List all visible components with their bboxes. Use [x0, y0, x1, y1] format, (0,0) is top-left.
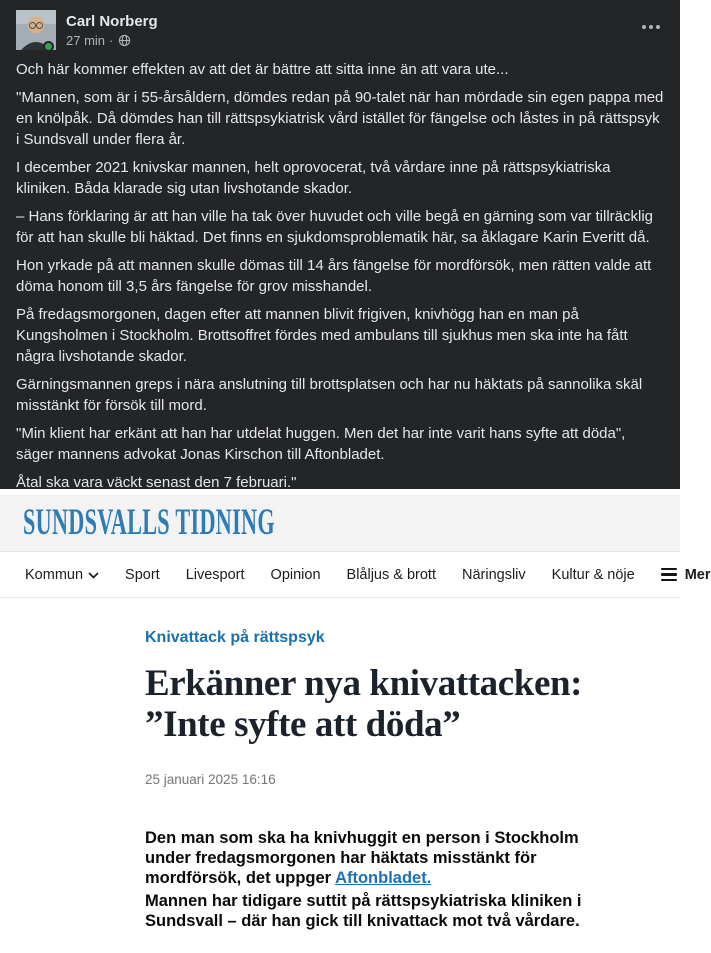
post-timestamp[interactable]: 27 min [66, 32, 106, 48]
globe-icon [118, 34, 131, 47]
nav-item-mer[interactable]: Mer [661, 567, 711, 583]
publish-date: 25 januari 2025 16:16 [145, 772, 276, 787]
nav-item-opinion[interactable]: Opinion [270, 566, 321, 583]
newspaper-logo[interactable]: SUNDSVALLS TIDNING [23, 502, 275, 543]
nav-item-kommun[interactable]: Kommun [25, 567, 99, 583]
facebook-post [0, 0, 680, 489]
author-name[interactable]: Carl Norberg [66, 12, 158, 30]
chevron-down-icon [88, 572, 99, 579]
news-nav [0, 551, 711, 598]
nav-item-sport[interactable]: Sport [125, 566, 160, 583]
post-paragraph: Hon yrkade på att mannen skulle dömas till 14 års fängelse för mordförsök, men rätten valde att döma honom till 3,5 års fängelse för grov misshandel. [16, 257, 652, 295]
post-paragraph: På fredagsmorgonen, dagen efter att mannen blivit frigiven, knivhögg han en man på Kungsholmen i Stockholm. Brottsoffret fördes med ambulans till sjukhus men ska inte ha fått några livshotande skador. [16, 306, 628, 365]
post-paragraph: Åtal ska vara väckt senast den 7 februari." [16, 474, 297, 491]
masthead [0, 496, 680, 551]
lead-paragraph: Mannen har tidigare suttit på rättspsykiatriska kliniken i Sundsvall – där han gick till knivattack mot två vårdare. [145, 892, 582, 930]
post-paragraph: – Hans förklaring är att han ville ha tak över huvudet och ville begå en gärning som var tillräcklig för att han skulle bli häktad. Det finns en sjukdomsproblematik här, sa åklagare Karin Everitt då. [16, 208, 654, 246]
more-options-icon[interactable] [638, 19, 664, 35]
post-paragraph: Gärningsmannen greps i nära anslutning till brottsplatsen och har nu häktats på sannolika skäl misstänkt för försök till mord. [16, 376, 643, 414]
post-text [16, 59, 664, 493]
post-paragraph: "Min klient har erkänt att han har utdelat huggen. Men det har inte varit hans syfte att döda", säger mannens advokat Jonas Kirschon till Aftonbladet. [16, 425, 626, 463]
meta-separator: · [109, 32, 114, 48]
nav-item-naringsliv[interactable]: Näringsliv [462, 566, 526, 583]
post-meta [66, 33, 158, 48]
nav-item-kultur-noje[interactable]: Kultur & nöje [551, 566, 635, 583]
lead-paragraph: Den man som ska ha knivhuggit en person i Stockholm under fredagsmorgonen har häktats misstänkt för mordförsök, det uppger Aftonbladet. [145, 829, 579, 887]
article-headline: Erkänner nya knivattacken: ”Inte syfte att döda” [145, 663, 583, 745]
author-block [66, 13, 158, 48]
post-paragraph: I december 2021 knivskar mannen, helt oprovocerat, två vårdare inne på rättspsykiatriska kliniken. Båda klarade sig utan livshotande skador. [16, 159, 611, 197]
hamburger-icon [661, 568, 677, 581]
online-status-dot [43, 41, 54, 52]
post-header [16, 10, 664, 50]
avatar[interactable] [16, 10, 56, 50]
article-kicker-link[interactable]: Knivattack på rättspsyk [145, 629, 325, 646]
news-page [0, 489, 711, 951]
article-lead [145, 828, 620, 931]
nav-item-blaljus-brott[interactable]: Blåljus & brott [346, 566, 436, 583]
post-paragraph: Och här kommer effekten av att det är bättre att sitta inne än att vara ute... [16, 61, 509, 78]
aftonbladet-link[interactable]: Aftonbladet. [335, 869, 432, 887]
nav-item-livesport[interactable]: Livesport [185, 566, 245, 583]
post-paragraph: "Mannen, som är i 55-årsåldern, dömdes redan på 90-talet när han mördade sin egen pappa med en knölpåk. Då dömdes han till rättspsykiatrisk vård istället för fängelse och låstes in på rättspsyk i Sundsvall under flera år. [16, 89, 664, 148]
article [0, 598, 680, 951]
